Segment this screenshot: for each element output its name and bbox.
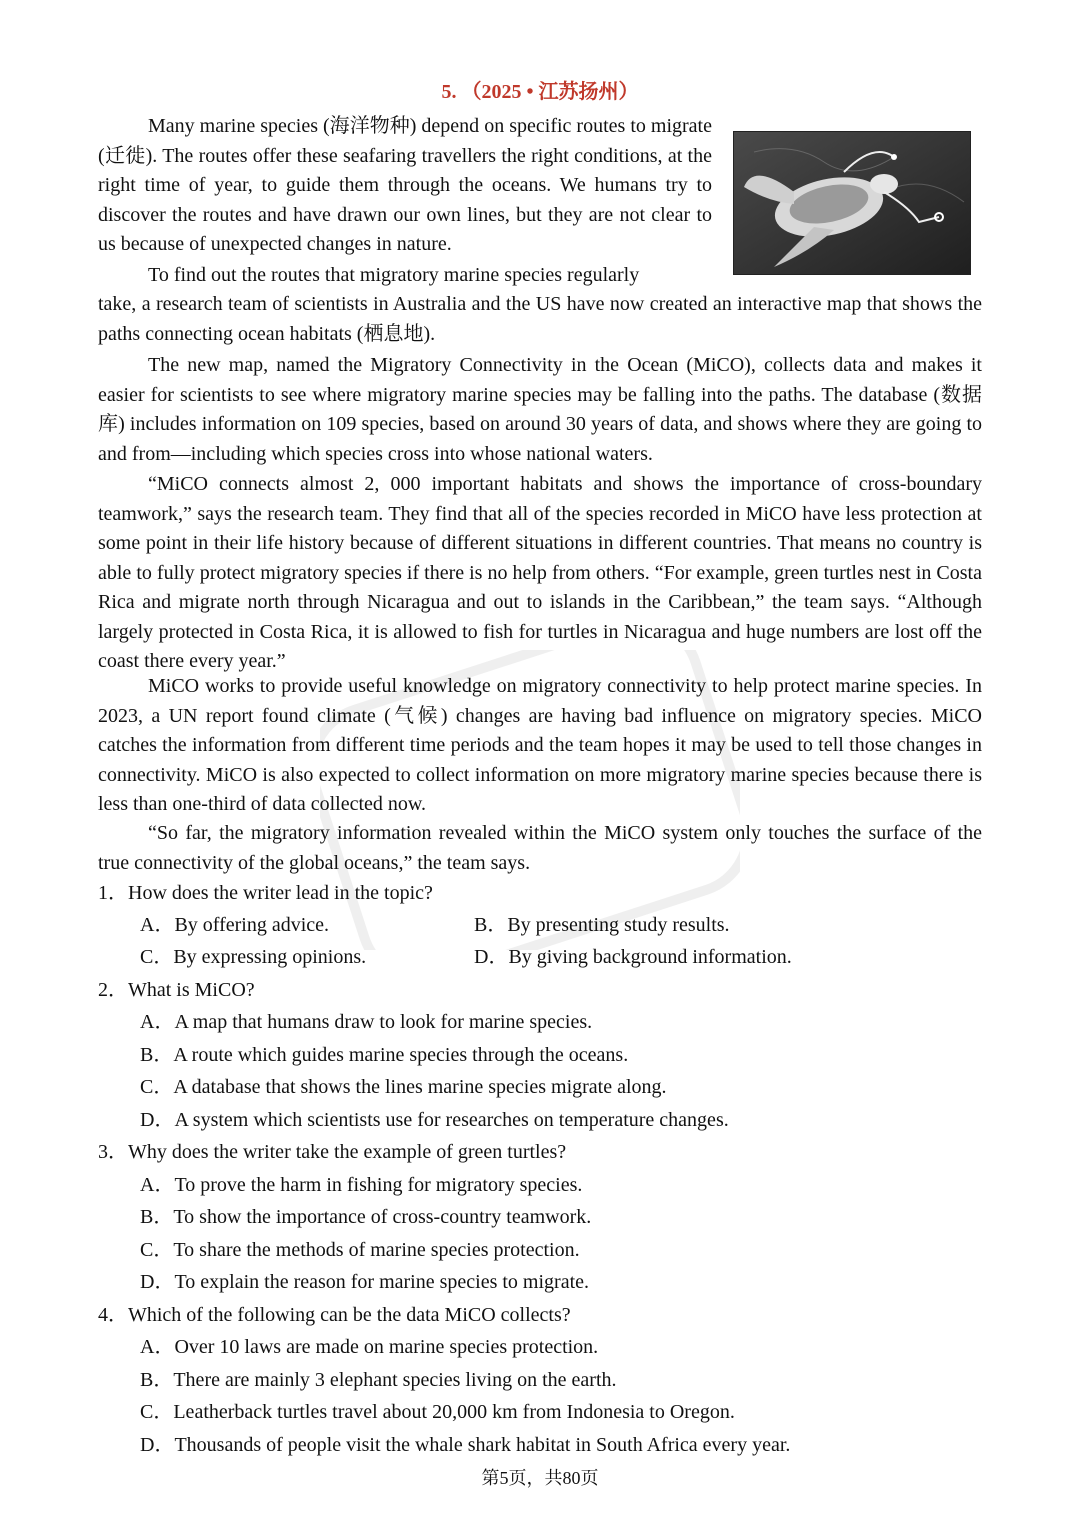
question-4-option-d: D．Thousands of people visit the whale shark habitat in South Africa every year.: [140, 1434, 791, 1456]
passage-paragraph-2-first-line: To find out the routes that migratory marine species regularly: [148, 264, 640, 286]
question-3-option-a: A．To prove the harm in fishing for migratory species.: [140, 1174, 583, 1196]
question-3-option-b: B．To show the importance of cross-country teamwork.: [140, 1206, 592, 1228]
page-footer: 第5页，共80页: [481, 1468, 599, 1488]
passage-paragraph-2: take, a research team of scientists in Australia and the US have now created an interactive map that shows the paths connecting ocean habitats (栖息地).: [98, 293, 982, 345]
question-4-option-b: B．There are mainly 3 elephant species living on the earth.: [140, 1369, 617, 1391]
question-4-stem: 4．Which of the following can be the data MiCO collects?: [98, 1304, 571, 1326]
question-3-option-d: D．To explain the reason for marine species to migrate.: [140, 1271, 590, 1293]
passage-paragraph-4: “MiCO connects almost 2, 000 important habitats and shows the importance of cross-boundary teamwork,” says the research team. They find that all of the species recorded in MiCO have less protection at some point in their life history because of different situations in different countries. That means no country is able to fully protect migratory species if there is no help from others. “For example, green turtles nest in Costa Rica and migrate north through Nicaragua and out to islands in the Caribbean,” the team says. “Although largely protected in Costa Rica, it is allowed to fish for turtles in Nicaragua and huge numbers are lost off the coast there every year.”: [98, 473, 982, 672]
question-title: 5. （2025 • 江苏扬州）: [441, 81, 639, 103]
question-4-option-a: A．Over 10 laws are made on marine species protection.: [140, 1336, 599, 1358]
question-2-option-b: B．A route which guides marine species through the oceans.: [140, 1044, 629, 1066]
sea-turtle-image: [733, 131, 971, 275]
question-1-option-a: A．By offering advice.: [140, 914, 330, 936]
question-2-option-c: C．A database that shows the lines marine species migrate along.: [140, 1076, 667, 1098]
question-3-option-c: C．To share the methods of marine species protection.: [140, 1239, 580, 1261]
question-1-option-b: B．By presenting study results.: [474, 914, 730, 936]
question-2-option-a: A．A map that humans draw to look for marine species.: [140, 1011, 593, 1033]
question-1-option-c: C．By expressing opinions.: [140, 946, 367, 968]
question-2-option-d: D．A system which scientists use for researches on temperature changes.: [140, 1109, 729, 1131]
passage-paragraph-3: The new map, named the Migratory Connectivity in the Ocean (MiCO), collects data and makes it easier for scientists to see where migratory marine species may be falling into the paths. The database (数据库) includes information on 109 species, based on around 30 years of data, and shows where they are going to and from—including which species cross into whose national waters.: [98, 354, 982, 465]
question-2-stem: 2．What is MiCO?: [98, 979, 255, 1001]
passage-paragraph-5: MiCO works to provide useful knowledge on migratory connectivity to help protect marine species. In 2023, a UN report found climate (气候) changes are having bad influence on migratory species. MiCO catches the information from different time periods and the team hopes it may be used to tell those changes in connectivity. MiCO is also expected to collect information on more migratory marine species because there is less than one-third of data collected now.: [98, 675, 982, 815]
question-3-stem: 3．Why does the writer take the example of green turtles?: [98, 1141, 567, 1163]
passage-paragraph-1: Many marine species (海洋物种) depend on specific routes to migrate (迁徙). The routes offer these seafaring travellers the right conditions, at the right time of year, to guide them through the oceans. We humans try to discover the routes and have drawn our own lines, but they are not clear to us because of unexpected changes in nature.: [98, 115, 712, 255]
question-4-option-c: C．Leatherback turtles travel about 20,000 km from Indonesia to Oregon.: [140, 1401, 735, 1423]
passage-paragraph-6: “So far, the migratory information revealed within the MiCO system only touches the surface of the true connectivity of the global oceans,” the team says.: [98, 822, 982, 874]
question-1-stem: 1．How does the writer lead in the topic?: [98, 882, 433, 904]
question-1-option-d: D．By giving background information.: [474, 946, 792, 968]
